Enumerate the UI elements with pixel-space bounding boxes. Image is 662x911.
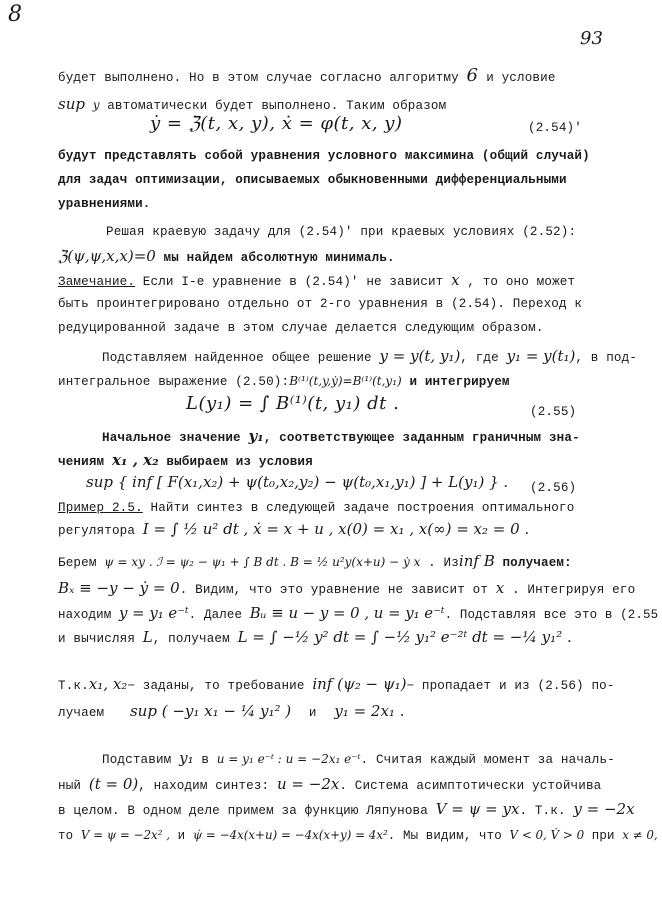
formula: B⁽¹⁾(t,y,ẏ)=B⁽¹⁾(t,y₁) — [289, 374, 402, 388]
formula: L(y₁) = ∫ B⁽¹⁾(t, y₁) dt . — [186, 393, 400, 414]
formula: u = y₁ e⁻ᵗ : u = −2x₁ e⁻ᵗ — [216, 752, 361, 766]
text: ный — [58, 779, 82, 793]
text-line-1 — [58, 65, 556, 86]
text: мы найдем абсолютную минималь. — [163, 251, 395, 265]
text-line-7 — [106, 224, 576, 240]
text: , получаем — [152, 632, 230, 646]
formula: ℨ(ψ,ψ,x,x)=0 — [58, 247, 156, 265]
formula: y — [92, 98, 100, 112]
margin-mark: 8 — [8, 2, 22, 27]
formula: y₁ — [248, 427, 264, 445]
equation-2-54 — [150, 113, 403, 134]
text-line-8 — [58, 248, 395, 266]
text-line-29 — [58, 827, 658, 844]
text-line-21 — [58, 580, 635, 598]
text: − заданы, то требование — [127, 679, 305, 693]
example-label: Пример 2.5. — [58, 501, 143, 515]
text: Подставим — [102, 753, 172, 767]
text-line-5 — [58, 172, 567, 188]
text: для задач оптимизации, описываемых обыкновенными дифференциальными — [58, 173, 567, 187]
text: чениям — [58, 455, 105, 469]
text: , в под- — [575, 351, 638, 365]
text: будет выполнено. Но в этом случае согласно алгоритму — [58, 71, 459, 85]
algorithm-number: 6 — [466, 65, 479, 86]
text-line-9 — [58, 272, 575, 290]
formula: y₁ = 2x₁ . — [334, 702, 405, 720]
text: Начальное значение — [102, 431, 241, 445]
text-line-11 — [58, 320, 544, 336]
formula: Bₓ ≡ −y − ẏ = 0 — [58, 579, 180, 597]
formula: y = y₁ e⁻ᵗ — [119, 604, 189, 622]
text-line-22 — [58, 605, 658, 623]
text: автоматически будет выполнено. Таким образом — [107, 99, 447, 113]
text-line-26 — [102, 750, 615, 768]
text: . Из — [428, 556, 459, 570]
text-line-16 — [58, 452, 313, 470]
equation-number — [530, 404, 576, 420]
formula: V = ψ = −2x² , — [80, 828, 171, 842]
formula: y₁ — [179, 749, 194, 767]
text-line-10 — [58, 296, 582, 312]
eq-number: (2.55) — [530, 405, 577, 419]
text: . Далее — [188, 608, 243, 622]
formula: y₁ = y(t₁) — [506, 347, 576, 365]
text: Берем — [58, 556, 97, 570]
formula: x — [451, 271, 460, 289]
page-number: 93 — [580, 28, 603, 49]
formula: inf (ψ₂ − ψ₁) — [312, 675, 407, 693]
text-line-20 — [58, 553, 572, 571]
formula: x₁, x₂ — [88, 675, 128, 693]
text: лучаем — [58, 706, 105, 720]
text: регулятора — [58, 524, 136, 538]
text-line-19 — [58, 521, 529, 539]
text: Т.к. — [58, 679, 89, 693]
formula: y = −2x — [573, 800, 635, 818]
text: получаем: — [502, 556, 572, 570]
formula: ψ̇ = −4x(x+u) = −4x(x+y) = 4x² — [192, 828, 388, 842]
text: интегральное выражение (2.50): — [58, 375, 290, 389]
text-line-23 — [58, 629, 572, 647]
formula: V = ψ = yx — [435, 800, 520, 818]
text-line-13 — [58, 373, 510, 390]
text: Подставляем найденное общее решение — [102, 351, 372, 365]
text: будут представлять собой уравнения условного максимина (общий случай) — [58, 149, 590, 163]
text: , соответствующее заданным граничным зна- — [263, 431, 580, 445]
text-line-4 — [58, 148, 590, 164]
text-line-28 — [58, 801, 635, 819]
formula: x — [495, 579, 505, 597]
equation-2-56 — [86, 474, 508, 492]
text-line-24 — [58, 676, 615, 694]
text: и — [308, 706, 317, 720]
formula: inf B — [458, 552, 495, 570]
text: уравнениями. — [58, 197, 151, 211]
formula: sup ( −y₁ x₁ − ¼ y₁² ) — [129, 702, 292, 720]
text: в целом. В одном деле примем за функцию Ляпунова — [58, 804, 428, 818]
text: . Интегрируя его — [511, 583, 636, 597]
text-line-25 — [58, 703, 404, 721]
text-line-18 — [58, 500, 574, 516]
text: быть проинтегрировано отдельно от 2-го уравнения в (2.54). Переход к — [58, 297, 583, 311]
formula: x ≠ 0, — [622, 828, 658, 842]
text: выбираем из условия — [166, 455, 313, 469]
text: и вычисляя — [58, 632, 136, 646]
text: . Видим, что это уравнение не зависит от — [179, 583, 489, 597]
eq-number: (2.56) — [530, 481, 577, 495]
formula: ψ = xy . ℐ = ψ₂ − ψ₁ + ∫ B dt . B = ½ u²y(x+u) − ẏ x — [104, 555, 421, 569]
text: и — [177, 829, 186, 843]
formula: sup { inf [ F(x₁,x₂) + ψ(t₀,x₂,y₂) − ψ(t₀,x₁,y₁) ] + L(y₁) } . — [86, 473, 509, 491]
text: . Т.к. — [519, 804, 566, 818]
text: то — [58, 829, 74, 843]
text: . Считая каждый момент за началь- — [360, 753, 615, 767]
text: − пропадает и из (2.56) по- — [406, 679, 615, 693]
text: находим — [58, 608, 112, 622]
formula: V < 0, V̇ > 0 — [509, 828, 585, 842]
text: при — [591, 829, 615, 843]
formula: y = y(t, y₁) — [379, 347, 461, 365]
formula: u = −2x — [276, 775, 340, 793]
text: редуцированной задаче в этом случае делается следующим образом. — [58, 321, 544, 335]
text: и условие — [486, 71, 556, 85]
equation-number — [528, 120, 582, 136]
text: , где — [460, 351, 499, 365]
text-line-2 — [58, 96, 446, 114]
text: . Мы видим, что — [387, 829, 502, 843]
equation-number — [530, 480, 576, 496]
formula: L — [142, 628, 153, 646]
formula: sup — [58, 95, 85, 113]
text-line-12 — [102, 348, 637, 366]
text-line-6 — [58, 196, 151, 212]
eq-number: (2.54)′ — [528, 121, 582, 135]
text: в — [201, 753, 210, 767]
formula: I = ∫ ½ u² dt , ẋ = x + u , x(0) = x₁ , x(∞) = x₂ = 0 . — [142, 520, 530, 538]
text: , находим синтез: — [138, 779, 270, 793]
text: и интегрируем — [409, 375, 510, 389]
text: Решая краевую задачу для (2.54)′ при краевых условиях (2.52): — [106, 225, 577, 239]
formula: (t = 0) — [88, 775, 139, 793]
formula: L = ∫ −½ y² dt = ∫ −½ y₁² e⁻²ᵗ dt = −¼ y₁² . — [237, 628, 572, 646]
text: Если I-е уравнение в (2.54)′ не зависит — [142, 275, 444, 289]
equation-2-55 — [186, 393, 400, 414]
formula: Bᵤ ≡ u − y = 0 , u = y₁ e⁻ᵗ — [249, 604, 445, 622]
formula: x₁ , x₂ — [111, 451, 159, 469]
text: . Система асимптотически устойчива — [339, 779, 602, 793]
text: Найти синтез в следующей задаче построения оптимального — [150, 501, 575, 515]
text-line-15 — [102, 428, 580, 446]
formula: ẏ = ℨ(t, x, y), ẋ = φ(t, x, y) — [150, 113, 403, 134]
remark-label: Замечание. — [58, 275, 136, 289]
text: , то оно может — [467, 275, 576, 289]
text: . Подставляя все это в (2.55 — [444, 608, 659, 622]
text-line-27 — [58, 776, 601, 794]
